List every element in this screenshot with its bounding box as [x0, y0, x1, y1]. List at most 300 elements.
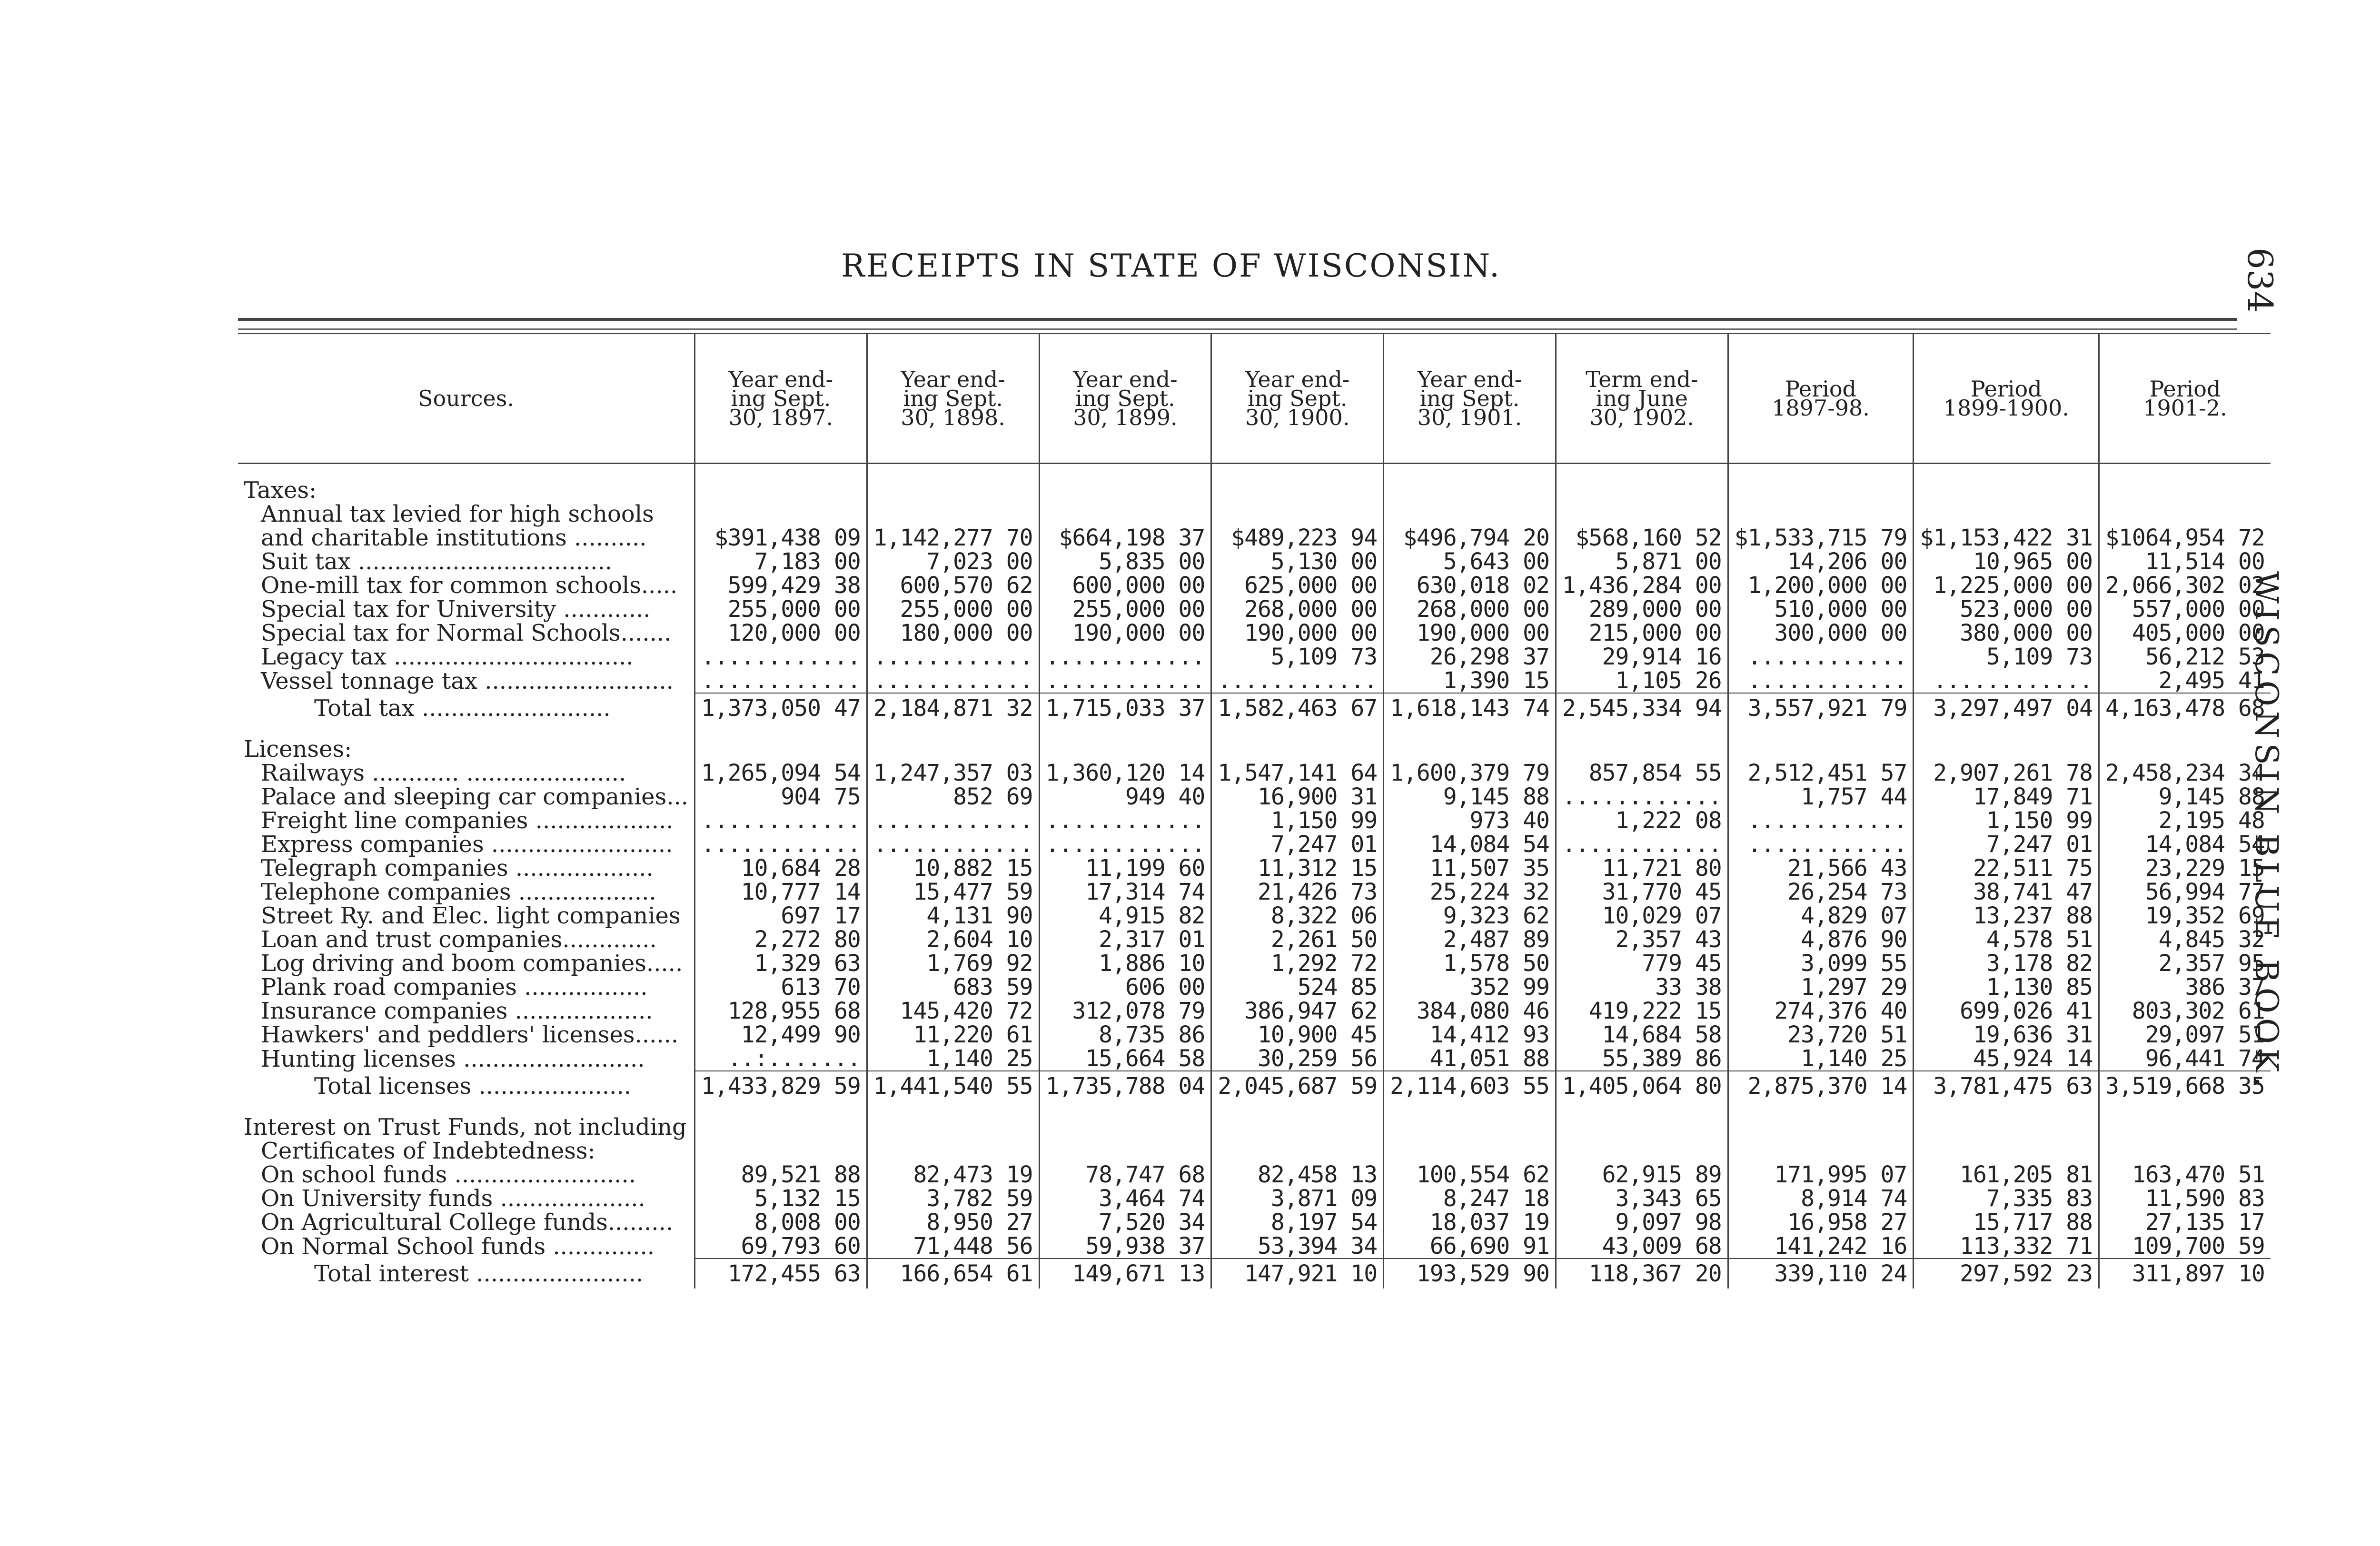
source-label: Legacy tax ................................. — [238, 645, 694, 669]
value-cell: 1,105 26 — [1556, 669, 1728, 693]
value-cell — [1384, 1115, 1556, 1139]
value-cell — [1211, 1101, 1384, 1115]
value-cell: 5,109 73 — [1211, 645, 1384, 669]
value-cell: 56,994 77 — [2145, 879, 2265, 905]
value-cell: 3,519,668 35 — [2099, 1071, 2271, 1101]
value-cell — [1384, 1101, 1556, 1115]
value-cell: 3,464 74 — [1039, 1187, 1211, 1210]
value-cell: 11,199 60 — [1039, 856, 1211, 880]
value-cell — [1728, 737, 1914, 761]
table-row — [238, 502, 2271, 526]
value-cell: 53,394 34 — [1211, 1234, 1384, 1259]
source-label: and charitable institutions .......... — [238, 526, 694, 550]
value-cell: 1,142,277 70 — [867, 526, 1039, 550]
value-cell — [2099, 1115, 2271, 1139]
value-cell: 1,769 92 — [867, 951, 1039, 975]
value-cell: 13,237 88 — [1914, 904, 2099, 928]
value-cell: 11,721 80 — [1556, 856, 1728, 880]
table-row — [238, 1187, 2271, 1210]
value-cell: 100,554 62 — [1384, 1163, 1556, 1187]
table-row — [238, 785, 2271, 809]
value-cell: 1,735,788 04 — [1039, 1071, 1211, 1101]
table-row — [238, 928, 2271, 951]
value-cell: 10,777 14 — [694, 880, 867, 904]
value-cell: 599,429 38 — [694, 574, 867, 597]
value-cell — [694, 1139, 867, 1163]
value-cell: 1,600,379 79 — [1384, 761, 1556, 785]
value-cell: 62,915 89 — [1556, 1163, 1728, 1187]
value-cell: 4,845 32 — [2158, 926, 2265, 953]
header-rule-secondary — [238, 328, 2237, 330]
value-cell: 2,317 01 — [1039, 928, 1211, 951]
value-cell: $391,438 09 — [694, 526, 867, 550]
value-cell: 1,360,120 14 — [1039, 761, 1211, 785]
value-cell: ............ — [867, 645, 1039, 669]
source-label: Express companies ......................... — [238, 832, 694, 856]
value-cell: 1,433,829 59 — [694, 1071, 867, 1101]
table-row — [238, 1163, 2271, 1187]
value-cell — [1211, 1139, 1384, 1163]
value-cell — [1211, 737, 1384, 761]
value-cell — [1039, 1101, 1211, 1115]
value-cell: 8,197 54 — [1211, 1210, 1384, 1234]
value-cell: 4,163,478 68 — [2099, 693, 2271, 723]
value-cell — [1039, 1115, 1211, 1139]
value-cell: 8,950 27 — [867, 1210, 1039, 1234]
value-cell: 14,084 54 — [2145, 831, 2265, 858]
section-subheading — [238, 1139, 2271, 1163]
value-cell — [1728, 723, 1914, 737]
value-cell: 38,741 47 — [1914, 880, 2099, 904]
value-cell: 1,247,357 03 — [867, 761, 1039, 785]
value-cell — [1914, 1101, 2099, 1115]
table-row — [238, 761, 2271, 785]
value-cell — [1384, 737, 1556, 761]
value-cell: 630,018 02 — [1384, 574, 1556, 597]
source-label: Total tax .......................... — [238, 693, 694, 723]
value-cell: 141,242 16 — [1728, 1234, 1914, 1259]
value-cell: 10,684 28 — [694, 856, 867, 880]
value-cell: 4,876 90 — [1728, 928, 1914, 951]
value-cell: 1,222 08 — [1556, 809, 1728, 832]
value-cell — [1556, 1101, 1728, 1115]
value-cell: 268,000 00 — [1211, 597, 1384, 621]
running-head: WISCONSIN BLUE BOOK. — [2248, 571, 2285, 1092]
value-cell: 14,206 00 — [1728, 550, 1914, 574]
value-cell — [1039, 502, 1211, 526]
table-body — [238, 464, 2271, 1289]
value-cell: 33 38 — [1556, 975, 1728, 999]
value-cell: 1,441,540 55 — [867, 1071, 1039, 1101]
source-label: Telegraph companies ................... — [238, 856, 694, 880]
value-cell: 166,654 61 — [867, 1259, 1039, 1288]
value-cell: 27,135 17 — [2145, 1209, 2265, 1236]
value-cell: 5,130 00 — [1211, 550, 1384, 574]
value-cell: 14,084 54 — [1384, 832, 1556, 856]
total-row — [238, 1071, 2271, 1101]
value-cell: 5,643 00 — [1384, 550, 1556, 574]
spacer-row — [238, 1101, 2271, 1115]
value-cell: 29,914 16 — [1556, 645, 1728, 669]
table-row — [238, 880, 2271, 904]
source-label: Licenses: — [238, 737, 694, 761]
value-cell — [694, 464, 867, 503]
value-cell: 11,507 35 — [1384, 856, 1556, 880]
value-cell: 2,195 48 — [2158, 807, 2265, 834]
source-label: One-mill tax for common schools..... — [238, 574, 694, 597]
column-header-sources: Sources. — [238, 334, 694, 464]
source-label: Hunting licenses ......................... — [238, 1047, 694, 1071]
value-cell: 255,000 00 — [867, 597, 1039, 621]
value-cell: 128,955 68 — [694, 999, 867, 1023]
value-cell: 2,357 43 — [1556, 928, 1728, 951]
value-cell: 11,590 83 — [2145, 1185, 2265, 1212]
value-cell: 171,995 07 — [1728, 1163, 1914, 1187]
table-row — [238, 526, 2271, 550]
value-cell: 2,487 89 — [1384, 928, 1556, 951]
value-cell — [1728, 1115, 1914, 1139]
value-cell: 12,499 90 — [694, 1023, 867, 1047]
source-label: Plank road companies ................. — [238, 975, 694, 999]
value-cell: ............ — [694, 809, 867, 832]
value-cell — [867, 464, 1039, 503]
value-cell: 215,000 00 — [1556, 621, 1728, 645]
source-label: Total licenses ..................... — [238, 1071, 694, 1101]
value-cell — [694, 502, 867, 526]
table-row — [238, 1023, 2271, 1047]
value-cell: 2,261 50 — [1211, 928, 1384, 951]
value-cell: 1,140 25 — [1728, 1047, 1914, 1071]
value-cell: 8,008 00 — [694, 1210, 867, 1234]
value-cell: 4,131 90 — [867, 904, 1039, 928]
value-cell: 163,470 51 — [2132, 1161, 2265, 1188]
value-cell: 352 99 — [1384, 975, 1556, 999]
value-cell: 625,000 00 — [1211, 574, 1384, 597]
value-cell — [1211, 464, 1384, 503]
value-cell: 2,512,451 57 — [1728, 761, 1914, 785]
value-cell: 82,458 13 — [1211, 1163, 1384, 1187]
value-cell: 9,323 62 — [1384, 904, 1556, 928]
value-cell: 384,080 46 — [1384, 999, 1556, 1023]
value-cell: 3,343 65 — [1556, 1187, 1728, 1210]
column-header-6: Term end- ing June 30, 1902. — [1556, 334, 1728, 464]
value-cell: 1,140 25 — [867, 1047, 1039, 1071]
value-cell: 16,900 31 — [1211, 785, 1384, 809]
source-label: On school funds ......................... — [238, 1163, 694, 1187]
value-cell: ............ — [1211, 669, 1384, 693]
value-cell: 2,875,370 14 — [1728, 1071, 1914, 1101]
column-header-4: Year end- ing Sept. 30, 1900. — [1211, 334, 1384, 464]
value-cell: 190,000 00 — [1384, 621, 1556, 645]
value-cell: 7,520 34 — [1039, 1210, 1211, 1234]
source-label: Annual tax levied for high schools — [238, 502, 694, 526]
value-cell: 26,254 73 — [1728, 880, 1914, 904]
value-cell: 2,907,261 78 — [1914, 761, 2099, 785]
value-cell: 1,373,050 47 — [694, 693, 867, 723]
page-number: 634 — [2240, 248, 2280, 313]
value-cell — [1728, 464, 1914, 503]
value-cell — [1384, 723, 1556, 737]
value-cell: 510,000 00 — [1728, 597, 1914, 621]
table-row — [238, 550, 2271, 574]
value-cell: $496,794 20 — [1384, 526, 1556, 550]
value-cell: 18,037 19 — [1384, 1210, 1556, 1234]
value-cell: 15,477 59 — [867, 880, 1039, 904]
value-cell: 613 70 — [694, 975, 867, 999]
value-cell: 1,715,033 37 — [1039, 693, 1211, 723]
value-cell: 2,357 95 — [2158, 950, 2265, 977]
value-cell: 7,335 83 — [1914, 1187, 2099, 1210]
value-cell — [2099, 502, 2271, 526]
value-cell: ............ — [1556, 832, 1728, 856]
value-cell: $1,153,422 31 — [1914, 526, 2099, 550]
value-cell: ..:....... — [694, 1047, 867, 1071]
value-cell: 289,000 00 — [1556, 597, 1728, 621]
column-header-9: Period 1901-2. — [2099, 334, 2271, 464]
value-cell: 4,578 51 — [1914, 928, 2099, 951]
source-label: Hawkers' and peddlers' licenses...... — [238, 1023, 694, 1047]
value-cell: ............ — [867, 832, 1039, 856]
page-title: RECEIPTS IN STATE OF WISCONSIN. — [841, 248, 1501, 284]
total-row — [238, 693, 2271, 723]
value-cell: 5,871 00 — [1556, 550, 1728, 574]
value-cell: 1,150 99 — [1211, 809, 1384, 832]
value-cell: 9,097 98 — [1556, 1210, 1728, 1234]
value-cell: $664,198 37 — [1039, 526, 1211, 550]
value-cell — [694, 1115, 867, 1139]
value-cell: 268,000 00 — [1384, 597, 1556, 621]
value-cell: 71,448 56 — [867, 1234, 1039, 1259]
value-cell — [1728, 1139, 1914, 1163]
value-cell: 96,441 74 — [2145, 1045, 2265, 1072]
value-cell: 1,582,463 67 — [1211, 693, 1384, 723]
value-cell: 8,322 06 — [1211, 904, 1384, 928]
section-heading — [238, 737, 2271, 761]
value-cell: 255,000 00 — [1039, 597, 1211, 621]
value-cell: 66,690 91 — [1384, 1234, 1556, 1259]
table-row — [238, 669, 2271, 693]
value-cell — [1914, 1115, 2099, 1139]
value-cell: 2,114,603 55 — [1384, 1071, 1556, 1101]
value-cell: 2,604 10 — [867, 928, 1039, 951]
value-cell — [1384, 1139, 1556, 1163]
value-cell — [867, 502, 1039, 526]
value-cell: ............ — [1039, 645, 1211, 669]
table-row — [238, 809, 2271, 832]
total-row — [238, 1259, 2271, 1288]
value-cell — [867, 1101, 1039, 1115]
value-cell — [1914, 737, 2099, 761]
value-cell: 190,000 00 — [1211, 621, 1384, 645]
value-cell: 523,000 00 — [1914, 597, 2099, 621]
value-cell: 10,900 45 — [1211, 1023, 1384, 1047]
value-cell: 297,592 23 — [1914, 1259, 2099, 1288]
value-cell — [1728, 1101, 1914, 1115]
value-cell: 274,376 40 — [1728, 999, 1914, 1023]
source-label: Special tax for University ............ — [238, 597, 694, 621]
value-cell: 557,000 00 — [2132, 596, 2265, 623]
value-cell: 7,247 01 — [1914, 832, 2099, 856]
value-cell — [1211, 1115, 1384, 1139]
value-cell: 17,314 74 — [1039, 880, 1211, 904]
value-cell: 30,259 56 — [1211, 1047, 1384, 1071]
section-heading — [238, 1115, 2271, 1139]
value-cell: 55,389 86 — [1556, 1047, 1728, 1071]
source-label: Palace and sleeping car companies... — [238, 785, 694, 809]
column-header-2: Year end- ing Sept. 30, 1898. — [867, 334, 1039, 464]
value-cell: 149,671 13 — [1039, 1259, 1211, 1288]
value-cell: 3,178 82 — [1914, 951, 2099, 975]
value-cell: 180,000 00 — [867, 621, 1039, 645]
table-row — [238, 904, 2271, 928]
source-label: Total interest ....................... — [238, 1259, 694, 1288]
value-cell: 600,570 62 — [867, 574, 1039, 597]
value-cell: ............ — [1914, 669, 2099, 693]
value-cell — [1556, 723, 1728, 737]
value-cell: $568,160 52 — [1556, 526, 1728, 550]
value-cell: 147,921 10 — [1211, 1259, 1384, 1288]
value-cell — [1384, 464, 1556, 503]
source-label — [238, 1101, 694, 1115]
value-cell: 3,871 09 — [1211, 1187, 1384, 1210]
table-row — [238, 1047, 2271, 1071]
value-cell — [1384, 502, 1556, 526]
value-cell: 45,924 14 — [1914, 1047, 2099, 1071]
value-cell — [1039, 1139, 1211, 1163]
value-cell: 14,412 93 — [1384, 1023, 1556, 1047]
value-cell: 4,915 82 — [1039, 904, 1211, 928]
value-cell: 11,312 15 — [1211, 856, 1384, 880]
value-cell: ............ — [1728, 809, 1914, 832]
value-cell: 386,947 62 — [1211, 999, 1384, 1023]
value-cell — [1728, 502, 1914, 526]
value-cell: 78,747 68 — [1039, 1163, 1211, 1187]
value-cell: 1,436,284 00 — [1556, 574, 1728, 597]
value-cell: 17,849 71 — [1914, 785, 2099, 809]
value-cell — [694, 723, 867, 737]
source-label: Taxes: — [238, 464, 694, 503]
value-cell: 606 00 — [1039, 975, 1211, 999]
value-cell: 1,757 44 — [1728, 785, 1914, 809]
value-cell: 15,664 58 — [1039, 1047, 1211, 1071]
value-cell — [1211, 723, 1384, 737]
source-label: On Agricultural College funds......... — [238, 1210, 694, 1234]
value-cell: 10,882 15 — [867, 856, 1039, 880]
value-cell: 386 37 — [2185, 974, 2265, 1001]
value-cell: $1064,954 72 — [2105, 525, 2265, 551]
source-label: Street Ry. and Elec. light companies — [238, 904, 694, 928]
value-cell: 7,247 01 — [1211, 832, 1384, 856]
value-cell: ............ — [1039, 669, 1211, 693]
value-cell: 89,521 88 — [694, 1163, 867, 1187]
value-cell: 1,405,064 80 — [1556, 1071, 1728, 1101]
value-cell: 973 40 — [1384, 809, 1556, 832]
value-cell: 1,200,000 00 — [1728, 574, 1914, 597]
value-cell: 405,000 00 — [2132, 620, 2265, 646]
value-cell — [1211, 502, 1384, 526]
value-cell: $489,223 94 — [1211, 526, 1384, 550]
value-cell: 699,026 41 — [1914, 999, 2099, 1023]
value-cell: 1,547,141 64 — [1211, 761, 1384, 785]
value-cell: 1,150 99 — [1914, 809, 2099, 832]
table-row — [238, 832, 2271, 856]
value-cell: 190,000 00 — [1039, 621, 1211, 645]
table-row — [238, 856, 2271, 880]
value-cell: 59,938 37 — [1039, 1234, 1211, 1259]
source-label: On University funds .................... — [238, 1187, 694, 1210]
value-cell — [694, 1101, 867, 1115]
value-cell: 5,109 73 — [1914, 645, 2099, 669]
value-cell — [1039, 464, 1211, 503]
source-label: Suit tax ................................... — [238, 550, 694, 574]
value-cell: 9,145 88 — [1384, 785, 1556, 809]
column-header-1: Year end- ing Sept. 30, 1897. — [694, 334, 867, 464]
value-cell: 3,557,921 79 — [1728, 693, 1914, 723]
value-cell: 172,455 63 — [694, 1259, 867, 1288]
value-cell — [1039, 723, 1211, 737]
value-cell: 779 45 — [1556, 951, 1728, 975]
value-cell: 4,829 07 — [1728, 904, 1914, 928]
value-cell — [2099, 723, 2271, 737]
table-header-row — [238, 334, 2271, 464]
value-cell: 7,183 00 — [694, 550, 867, 574]
value-cell: 118,367 20 — [1556, 1259, 1728, 1288]
table-row — [238, 951, 2271, 975]
value-cell — [867, 723, 1039, 737]
value-cell — [867, 1139, 1039, 1163]
value-cell: 857,854 55 — [1556, 761, 1728, 785]
value-cell: 1,297 29 — [1728, 975, 1914, 999]
value-cell — [1556, 502, 1728, 526]
value-cell: ............ — [1728, 669, 1914, 693]
value-cell: 14,684 58 — [1556, 1023, 1728, 1047]
value-cell — [1039, 737, 1211, 761]
value-cell: 339,110 24 — [1728, 1259, 1914, 1288]
value-cell — [1914, 502, 2099, 526]
section-heading — [238, 464, 2271, 503]
source-label: Insurance companies ................... — [238, 999, 694, 1023]
value-cell: 311,897 10 — [2099, 1259, 2271, 1288]
value-cell: 683 59 — [867, 975, 1039, 999]
value-cell: 1,225,000 00 — [1914, 574, 2099, 597]
value-cell: ............ — [694, 832, 867, 856]
value-cell: 23,229 15 — [2145, 855, 2265, 882]
value-cell: 10,029 07 — [1556, 904, 1728, 928]
value-cell: 1,130 85 — [1914, 975, 2099, 999]
value-cell: 16,958 27 — [1728, 1210, 1914, 1234]
value-cell: 5,835 00 — [1039, 550, 1211, 574]
spacer-row — [238, 723, 2271, 737]
source-label — [238, 723, 694, 737]
value-cell: 8,735 86 — [1039, 1023, 1211, 1047]
column-header-8: Period 1899-1900. — [1914, 334, 2099, 464]
source-label: Certificates of Indebtedness: — [238, 1139, 694, 1163]
value-cell: 10,965 00 — [1914, 550, 2099, 574]
value-cell: $1,533,715 79 — [1728, 526, 1914, 550]
source-label: On Normal School funds .............. — [238, 1234, 694, 1259]
value-cell: 2,066,302 02 — [2105, 572, 2265, 599]
value-cell: 949 40 — [1039, 785, 1211, 809]
source-label: Vessel tonnage tax .......................... — [238, 669, 694, 693]
value-cell — [1914, 723, 2099, 737]
value-cell: 120,000 00 — [694, 621, 867, 645]
value-cell — [2099, 1101, 2271, 1115]
value-cell: 3,781,475 63 — [1914, 1071, 2099, 1101]
value-cell: 19,636 31 — [1914, 1023, 2099, 1047]
value-cell: 11,514 00 — [2145, 548, 2265, 575]
value-cell: ............ — [1039, 809, 1211, 832]
value-cell: 56,212 53 — [2145, 644, 2265, 670]
